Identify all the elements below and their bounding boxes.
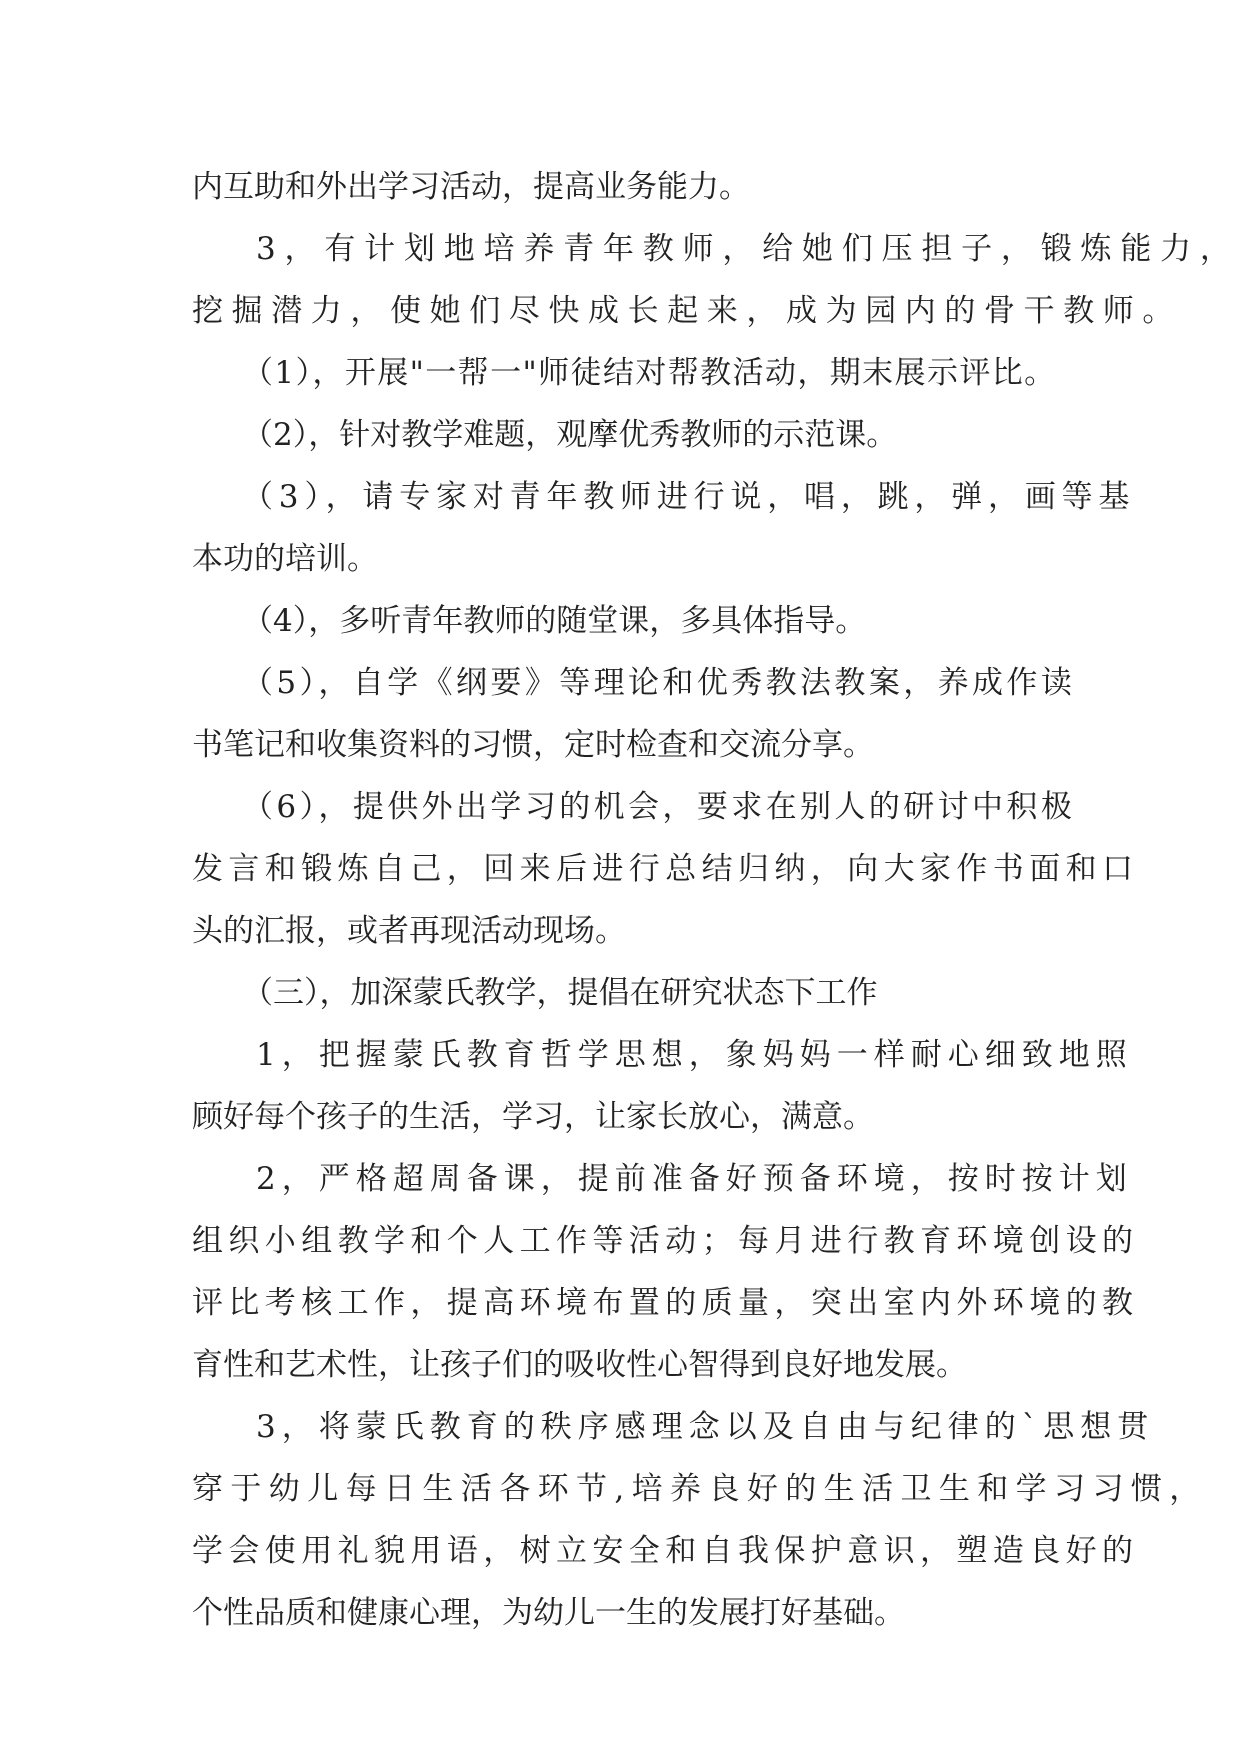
- text-line: 1，把握蒙氏教育哲学思想，象妈妈一样耐心细致地照: [256, 1037, 1133, 1073]
- text-line: 学会使用礼貌用语，树立安全和自我保护意识，塑造良好的: [192, 1533, 1139, 1569]
- text-line: 育性和艺术性，让孩子们的吸收性心智得到良好地发展。: [192, 1347, 967, 1383]
- text-line: 本功的培训。: [192, 541, 378, 577]
- text-line: 个性品质和健康心理，为幼儿一生的发展打好基础。: [192, 1595, 905, 1631]
- text-line: 3，将蒙氏教育的秩序感理念以及自由与纪律的`思想贯: [256, 1409, 1155, 1445]
- text-line: 顾好每个孩子的生活，学习，让家长放心，满意。: [192, 1099, 874, 1135]
- section-heading: （三），加深蒙氏教学，提倡在研究状态下工作: [242, 975, 878, 1011]
- text-line: 2，严格超周备课，提前准备好预备环境，按时按计划: [256, 1161, 1133, 1197]
- text-line: （5），自学《纲要》等理论和优秀教法教案，养成作读: [242, 665, 1076, 701]
- text-line: （1），开展"一帮一"师徒结对帮教活动，期末展示评比。: [242, 355, 1057, 391]
- text-line: （4），多听青年教师的随堂课，多具体指导。: [242, 603, 867, 639]
- text-line: 内互助和外出学习活动，提高业务能力。: [192, 169, 750, 205]
- text-line: （3），请专家对青年教师进行说，唱，跳，弹，画等基: [242, 479, 1136, 515]
- text-line: 组织小组教学和个人工作等活动；每月进行教育环境创设的: [192, 1223, 1139, 1259]
- text-line: 头的汇报，或者再现活动现场。: [192, 913, 626, 949]
- text-line: （2），针对教学难题，观摩优秀教师的示范课。: [242, 417, 898, 453]
- text-line: （6），提供外出学习的机会，要求在别人的研讨中积极: [242, 789, 1076, 825]
- text-line: 发言和锻炼自己，回来后进行总结归纳，向大家作书面和口: [192, 851, 1139, 887]
- text-line: 评比考核工作，提高环境布置的质量，突出室内外环境的教: [192, 1285, 1139, 1321]
- text-line: 挖掘潜力，使她们尽快成长起来，成为园内的骨干教师。: [192, 293, 1182, 329]
- text-line: 3，有计划地培养青年教师，给她们压担子，锻炼能力，: [256, 231, 1240, 267]
- text-line: 书笔记和收集资料的习惯，定时检查和交流分享。: [192, 727, 874, 763]
- document-body: [192, 156, 1240, 1644]
- text-line: 穿于幼儿每日生活各环节,培养良好的生活卫生和学习习惯，: [192, 1471, 1208, 1507]
